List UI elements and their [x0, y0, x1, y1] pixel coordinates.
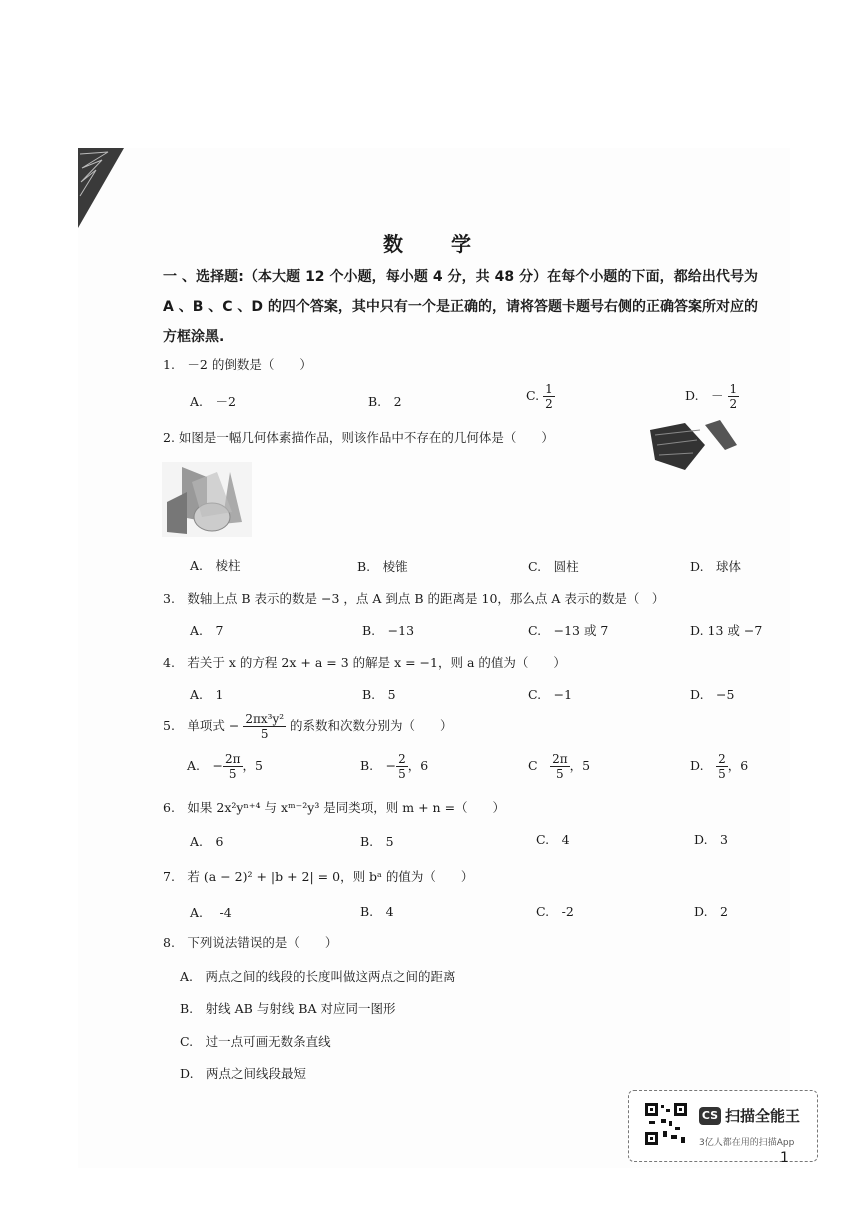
geometry-sketch-image — [162, 462, 252, 537]
q7-option-b: B. 4 — [360, 904, 394, 919]
q3-option-a: A. 7 — [190, 623, 224, 638]
q6-option-d: D. 3 — [694, 832, 729, 847]
q8-option-c: C. 过一点可画无数条直线 — [180, 1034, 331, 1049]
q3-option-c: C. −13 或 7 — [528, 623, 609, 638]
q7-option-d: D. 2 — [694, 904, 729, 919]
qr-code-icon — [645, 1103, 687, 1145]
q1-option-c: C. $\frac{1}{2}$ — [526, 382, 553, 411]
q5-option-d: D. $\frac{2}{5}$ ，6 — [690, 752, 749, 781]
q6-option-b: B. 5 — [360, 834, 394, 849]
q2-option-c: C. 圆柱 — [528, 559, 579, 574]
q5-option-a: A. − $\frac{2\pi}{5}$ ，5 — [187, 752, 263, 781]
question-8: 8. 下列说法错误的是（ ） — [163, 935, 338, 950]
page-title: 数 学 — [383, 232, 485, 256]
scribble-mark — [645, 415, 740, 475]
q8-option-a: A. 两点之间的线段的长度叫做这两点之间的距离 — [180, 969, 456, 984]
q4-option-c: C. −1 — [528, 687, 573, 702]
question-4: 4. 若关于 x 的方程 2x + a = 3 的解是 x = −1，则 a 的值为（ ） — [163, 655, 566, 670]
question-2: 2. 如图是一幅几何体素描作品，则该作品中不存在的几何体是（ ） — [163, 430, 554, 445]
q2-option-b: B. 棱锥 — [357, 559, 408, 574]
q7-option-a: A. -4 — [190, 905, 232, 920]
q6-option-a: A. 6 — [190, 834, 224, 849]
q2-option-d: D. 球体 — [690, 559, 742, 574]
scan-corner-artifact — [78, 148, 124, 228]
question-7: 7. 若 (a − 2)² + |b + 2| = 0，则 bᵃ 的值为（ ） — [163, 869, 474, 884]
q5-option-c: C $\frac{2\pi}{5}$ ，5 — [528, 752, 591, 781]
page-number: 1 — [780, 1150, 789, 1166]
question-1: 1. －2 的倒数是（ ） — [163, 357, 312, 372]
section-instructions: 一 、选择题:（本大题 12 个小题，每小题 4 分，共 48 分）在每个小题的下面，都给出代号为 A 、B 、C 、D 的四个答案，其中只有一个是正确的，请将答题卡题号右侧的正确答案所对应的方框涂黑. — [163, 269, 758, 345]
q8-option-b: B. 射线 AB 与射线 BA 对应同一图形 — [180, 1001, 396, 1016]
q4-option-a: A. 1 — [190, 687, 224, 702]
q3-option-b: B. −13 — [362, 623, 415, 638]
q7-option-c: C. -2 — [536, 904, 574, 919]
q2-option-a: A. 棱柱 — [190, 558, 241, 573]
question-3: 3. 数轴上点 B 表示的数是 −3 ，点 A 到点 B 的距离是 10，那么点 A 表示的数是（ ） — [163, 591, 665, 606]
q1-option-d: D. － $\frac{1}{2}$ — [685, 382, 738, 411]
app-name: 扫描全能王 — [725, 1107, 801, 1125]
camscanner-logo-icon: CS — [699, 1107, 721, 1125]
q5-option-b: B. − $\frac{2}{5}$ ，6 — [360, 752, 429, 781]
q4-option-d: D. −5 — [690, 687, 735, 702]
app-tagline: 3亿人都在用的扫描App — [699, 1138, 795, 1148]
q3-option-d: D. 13 或 −7 — [690, 623, 763, 638]
q6-option-c: C. 4 — [536, 832, 570, 847]
q1-option-b: B. 2 — [368, 394, 402, 409]
q4-option-b: B. 5 — [362, 687, 396, 702]
question-6: 6. 如果 2x²yⁿ⁺⁴ 与 xᵐ⁻²y³ 是同类项，则 m + n =（ ） — [163, 800, 506, 815]
scanner-watermark-badge — [628, 1090, 818, 1162]
q8-option-d: D. 两点之间线段最短 — [180, 1066, 307, 1081]
q1-option-a: A. －2 — [190, 394, 236, 409]
question-5: 5. 单项式 − $\frac{\text{2πx³y²}}{5}$ 的系数和次数分别为（ ） — [163, 712, 453, 741]
